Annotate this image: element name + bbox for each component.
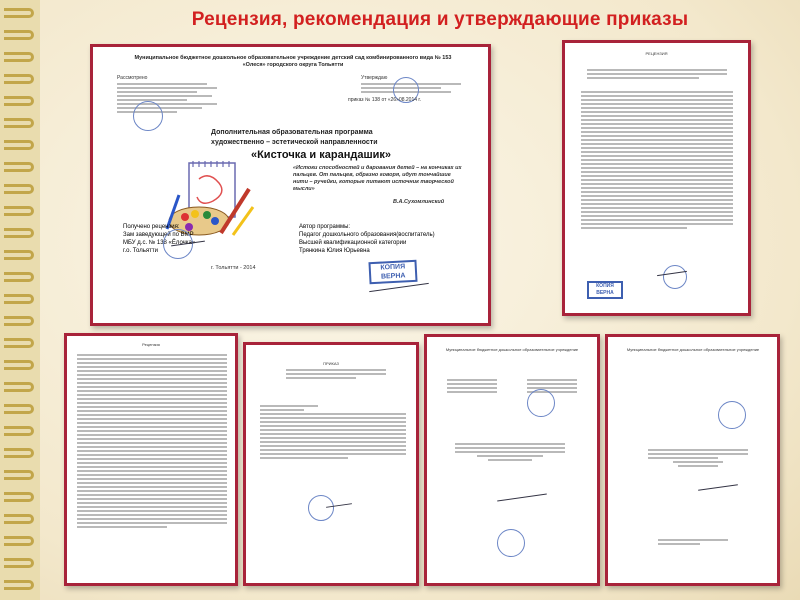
doc-body-text bbox=[648, 447, 748, 469]
doc-heading: Муниципальное бюджетное дошкольное образовательное учреждение bbox=[626, 347, 760, 352]
program-title-page bbox=[90, 44, 491, 326]
review-heading: РЕЦЕНЗИЯ bbox=[645, 51, 668, 56]
order-line: приказ № 138 от «26»08.2014 г. bbox=[348, 97, 422, 103]
review-document bbox=[562, 40, 751, 316]
left-approval-block: Рассмотрено bbox=[117, 75, 227, 115]
doc-footer-text bbox=[658, 537, 728, 547]
doc-heading: Рецензия bbox=[142, 342, 160, 347]
copy-verified-stamp: КОПИЯ ВЕРНА bbox=[587, 281, 623, 299]
review-header-text bbox=[587, 67, 727, 81]
doc-left-block bbox=[447, 377, 497, 395]
slide-title: Рецензия, рекомендация и утверждающие приказы bbox=[191, 9, 689, 30]
binder-rings bbox=[0, 0, 40, 600]
epigraph-quote: «Истоки способностей и дарования детей – на кончиках их пальцев. От пальцев, образно говоря, идут тончайшие нити – ручейки, которые питают источник творческой мысли» bbox=[293, 165, 462, 192]
order-document-1 bbox=[243, 342, 419, 586]
signature bbox=[369, 283, 429, 292]
review-text-document bbox=[64, 333, 238, 586]
round-seal bbox=[308, 495, 334, 521]
signature bbox=[698, 484, 738, 491]
round-seal bbox=[663, 265, 687, 289]
epigraph-author: В.А.Сухомлинский bbox=[393, 199, 445, 205]
doc-body-text bbox=[455, 441, 565, 463]
program-name: «Кисточка и карандашик» bbox=[250, 149, 392, 161]
doc-body-text bbox=[77, 352, 227, 530]
program-title-line-1: Дополнительная образовательная программа bbox=[211, 129, 373, 136]
round-seal bbox=[527, 389, 555, 417]
city-year: г. Тольятти - 2014 bbox=[211, 265, 256, 271]
signature bbox=[497, 494, 547, 502]
doc-heading: ПРИКАЗ bbox=[323, 361, 339, 366]
doc-body-text bbox=[260, 403, 406, 461]
copy-verified-stamp: КОПИЯ ВЕРНА bbox=[368, 260, 417, 284]
round-seal bbox=[718, 401, 746, 429]
program-title-line-2: художественно – эстетической направленности bbox=[211, 139, 378, 146]
order-document-2 bbox=[424, 334, 600, 586]
author-block: Автор программы: Педагог дошкольного образования(воспитатель) Высшей квалификационной категории Трянкина Юлия Юрьевна bbox=[299, 224, 435, 254]
received-block: Получено рецензия: Зам заведующей по ВМР МБУ д.с. № 138 «Ёлочка» г.о. Тольятти bbox=[123, 224, 196, 254]
review-body-text bbox=[581, 89, 733, 231]
round-seal bbox=[497, 529, 525, 557]
round-seal bbox=[133, 101, 163, 131]
doc-heading: Муниципальное бюджетное дошкольное образовательное учреждение bbox=[445, 347, 579, 352]
doc-header-text bbox=[286, 367, 386, 381]
order-document-3 bbox=[605, 334, 780, 586]
org-header: Муниципальное бюджетное дошкольное образовательное учреждение детский сад комбинированного вида № 153 «Олеся» городского округа Тольятти bbox=[134, 55, 452, 68]
right-approval-block: Утверждаю bbox=[361, 75, 471, 95]
